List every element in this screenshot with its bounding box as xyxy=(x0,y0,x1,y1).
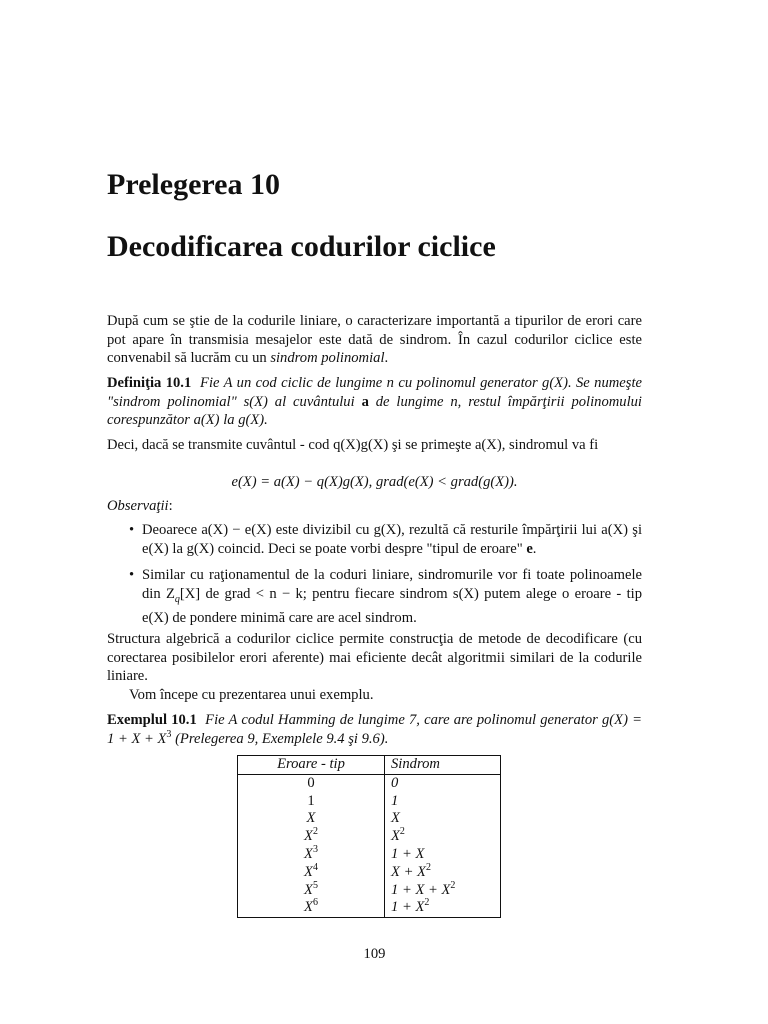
example-text: Fie A codul Hamming de lungime 7, care are polinomul generator g(X) = 1 + X + X xyxy=(107,712,642,747)
example-text-end: (Prelegerea 9, Exemplele 9.4 şi 9.6). xyxy=(171,730,389,747)
intro-text: După cum se ştie de la codurile liniare, o caracterizare importantă a tipurilor de erori care pot apare în transmisia mesajelor este dată de sindrom. În cazul codurilor ciclice este convenabil să lucrăm cu un xyxy=(107,313,642,367)
definition-text-end: de lungime n, restul împărţirii polinomului corespunzător a(X) la g(X). xyxy=(107,393,642,429)
error-type-exponent: 2 xyxy=(312,826,318,838)
observatii-list xyxy=(107,521,642,628)
table-row xyxy=(238,810,501,828)
syndrome-cell xyxy=(385,861,501,882)
list-item xyxy=(107,521,642,558)
syndrome-exponent: 2 xyxy=(399,826,405,838)
syndrome-cell xyxy=(385,774,501,792)
definition-text: Fie A un cod ciclic de lungime n cu polinomul generator g(X). Se numeşte "sindrom polinomial" s(X) al cuvântului xyxy=(107,375,642,410)
intro-emphasis: sindrom polinomial xyxy=(270,350,385,367)
table-body xyxy=(238,774,501,917)
definition-label: Definiţia 10.1 xyxy=(107,375,192,391)
error-type-exponent: 3 xyxy=(312,844,318,856)
error-type-base: X xyxy=(306,810,316,827)
header-error-type: Eroare - tip xyxy=(238,756,385,775)
syndrome-cell xyxy=(385,899,501,917)
deci-paragraph: Deci, dacă se transmite cuvântul - cod q(X)g(X) şi se primeşte a(X), sindromul va fi xyxy=(107,437,599,453)
vom-paragraph: Vom începe cu prezentarea unui exemplu. xyxy=(129,687,374,703)
error-type-cell xyxy=(238,774,385,792)
syndrome-cell xyxy=(385,846,501,864)
syndrome-term: X + X xyxy=(391,863,426,880)
bullet-text: Similar cu raţionamentul de la coduri liniare, sindromurile vor fi toate polinoamele din Z xyxy=(142,567,642,602)
syndrome-term: X xyxy=(391,828,400,845)
list-item xyxy=(107,566,642,628)
syndrome-exponent: 2 xyxy=(424,897,430,909)
observatii-heading: Observaţii: xyxy=(107,498,173,514)
table-row xyxy=(238,899,501,917)
example-label: Exemplul 10.1 xyxy=(107,712,197,728)
table-row xyxy=(238,846,501,864)
syndrome-term: 0 xyxy=(391,774,399,791)
example-sup: 3 xyxy=(166,728,172,740)
syndrome-cell xyxy=(385,793,501,811)
error-type-cell xyxy=(238,793,385,811)
table-row xyxy=(238,774,501,792)
bullet-end: . xyxy=(532,540,537,557)
syndrome-term: 1 + X + X xyxy=(391,881,451,898)
bullet-bold: e xyxy=(526,540,533,557)
table-header-row xyxy=(238,756,501,775)
header-syndrome: Sindrom xyxy=(385,756,501,775)
error-type-base: X xyxy=(304,863,313,880)
intro-paragraph xyxy=(107,312,642,368)
syndrome-term: 1 + X xyxy=(391,899,425,916)
error-type-base: X xyxy=(304,828,313,845)
syndrome-term: 1 xyxy=(391,792,399,809)
syndrome-exponent: 2 xyxy=(425,861,431,873)
syndrome-table xyxy=(237,755,501,918)
formula: e(X) = a(X) − q(X)g(X), grad(e(X) < grad(g(X)). xyxy=(231,474,518,490)
page-number: 109 xyxy=(363,946,386,962)
error-type-cell xyxy=(238,899,385,917)
bullet-text-2: [X] de grad < n − k; pentru fiecare sindrom s(X) putem alege o eroare - tip e(X) de pondere minimă care are acel sindrom. xyxy=(142,585,642,627)
error-type-base: 0 xyxy=(307,774,315,791)
error-type-cell xyxy=(238,861,385,882)
error-type-exponent: 6 xyxy=(312,897,318,909)
error-type-base: X xyxy=(304,899,313,916)
syndrome-term: 1 + X xyxy=(391,845,425,862)
intro-end: . xyxy=(384,350,389,367)
error-type-cell xyxy=(238,810,385,828)
definition-paragraph xyxy=(107,374,642,430)
table-row xyxy=(238,793,501,811)
example-paragraph xyxy=(107,711,642,748)
chapter-title: Prelegerea 10 xyxy=(107,168,280,201)
structura-paragraph: Structura algebrică a codurilor ciclice permite construcţia de metode de decodificare (cu corectarea posibilelor erori aferente) mai eficiente decât algoritmii similari de la codurile liniare. xyxy=(107,631,642,685)
definition-bold-a: a xyxy=(361,393,369,410)
error-type-base: 1 xyxy=(307,792,315,809)
syndrome-cell xyxy=(385,828,501,846)
error-type-base: X xyxy=(304,845,313,862)
observatii-label: Observaţii xyxy=(107,498,169,514)
error-type-cell xyxy=(238,879,385,900)
syndrome-term: X xyxy=(391,810,400,827)
table-row xyxy=(238,864,501,882)
error-type-base: X xyxy=(304,881,313,898)
bullet-subscript: q xyxy=(174,593,180,605)
table-row xyxy=(238,828,501,846)
error-type-exponent: 5 xyxy=(312,879,318,891)
error-type-exponent: 4 xyxy=(312,861,318,873)
table-row xyxy=(238,882,501,900)
error-type-cell xyxy=(238,828,385,846)
error-type-cell xyxy=(238,846,385,864)
syndrome-cell xyxy=(385,879,501,900)
syndrome-exponent: 2 xyxy=(450,879,456,891)
section-title: Decodificarea codurilor ciclice xyxy=(107,230,496,263)
bullet-text: Deoarece a(X) − e(X) este divizibil cu g(X), rezultă că resturile împărţirii lui a(X) şi e(X) la g(X) coincid. Deci se poate vorbi despre "tipul de eroare" xyxy=(142,522,642,557)
